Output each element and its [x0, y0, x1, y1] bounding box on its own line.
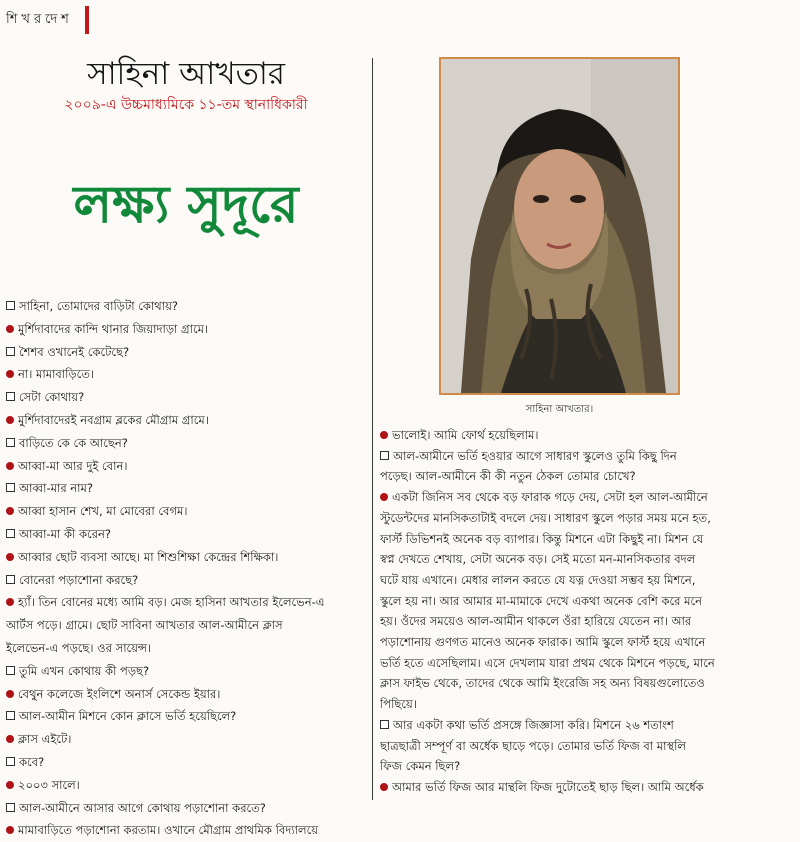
- answer-bullet-icon: [6, 416, 14, 424]
- line-text: হ্যাঁ। তিন বোনের মধ্যে আমি বড়। মেজ হাসিনা আখতার ইলেভেন-এ: [18, 595, 325, 610]
- line-text: মুর্শিদাবাদেরই নবগ্রাম ব্লকের মৌগ্রাম গ্রামে।: [18, 412, 209, 427]
- answer-bullet-icon: [6, 507, 14, 515]
- question-box-icon: [6, 529, 15, 538]
- question-box-icon: [6, 575, 15, 584]
- continuation-line: [380, 694, 794, 715]
- line-text: আব্বা-মার নাম?: [19, 481, 93, 496]
- line-text: পড়াশোনায় গুণগত মানেও অনেক ফারাক। আমি স্কুলে ফার্স্ট হয়ে এখানে: [380, 635, 706, 650]
- line-text: আব্বার ছোট ব্যবসা আছে। মা শিশুশিক্ষা কেন্দ্রের শিক্ষিকা।: [18, 549, 279, 564]
- interview-right-column: [380, 425, 794, 798]
- answer-bullet-icon: [6, 781, 14, 789]
- line-text: ফার্স্ট ডিভিশনই অনেক বড় ব্যাপার। কিন্তু মিশনে এটা কিছুই না। মিশন যে: [380, 531, 704, 546]
- question-box-icon: [6, 483, 15, 492]
- line-text: মামাবাড়িতে পড়াশোনা করতাম। ওখানে মৌগ্রাম প্রাথমিক বিদ্যালয়ে: [18, 823, 318, 838]
- answer-bullet-icon: [380, 783, 388, 791]
- answer-bullet-icon: [6, 690, 14, 698]
- answer-line: [6, 318, 368, 341]
- portrait-illustration: [441, 59, 678, 393]
- answer-line: [6, 409, 368, 432]
- question-line: [6, 705, 368, 728]
- question-box-icon: [380, 720, 389, 729]
- continuation-line: [6, 614, 368, 637]
- line-text: আল-আমীনে আসার আগে কোথায় পড়াশোনা করতে?: [19, 800, 266, 815]
- question-box-icon: [6, 711, 15, 720]
- line-text: পিছিয়ে।: [380, 697, 417, 712]
- question-box-icon: [6, 666, 15, 675]
- question-line: [6, 751, 368, 774]
- answer-bullet-icon: [380, 493, 388, 501]
- question-box-icon: [6, 757, 15, 766]
- column-divider: [372, 58, 373, 800]
- answer-line: [380, 777, 794, 798]
- question-box-icon: [380, 451, 389, 460]
- line-text: তুমি এখন কোথায় কী পড়ছ?: [19, 663, 150, 678]
- line-text: স্কুলে হয় না। আর আমার মা-মামাকে দেখে একথা অনেক বেশি করে মনে: [380, 593, 702, 608]
- question-line: [380, 446, 794, 467]
- answer-bullet-icon: [380, 431, 388, 439]
- question-line: [6, 569, 368, 592]
- continuation-line: [380, 756, 794, 777]
- question-line: [6, 660, 368, 683]
- line-text: মুর্শিদাবাদের কান্দি থানার জিয়াদাড়া গ্রামে।: [18, 321, 209, 336]
- answer-bullet-icon: [6, 370, 14, 378]
- section-name: শিখরদেশ: [6, 11, 73, 27]
- answer-bullet-icon: [6, 598, 14, 606]
- continuation-line: [380, 508, 794, 529]
- line-text: আব্বা-মা আর দুই বোন।: [18, 458, 128, 473]
- question-box-icon: [6, 438, 15, 447]
- answer-line: [6, 455, 368, 478]
- line-text: একটা জিনিস সব থেকে বড় ফারাক গড়ে দেয়, সেটা হল আল-আমীনে: [392, 490, 708, 505]
- line-text: আল-আমীন মিশনে কোন ক্লাসে ভর্তি হয়েছিলে?: [19, 709, 237, 724]
- line-text: ২০০৩ সালে।: [18, 777, 80, 792]
- line-text: আব্বা-মা কী করেন?: [19, 526, 111, 541]
- question-box-icon: [6, 803, 15, 812]
- answer-line: [6, 591, 368, 614]
- answer-bullet-icon: [6, 553, 14, 561]
- header-accent-bar: [85, 6, 89, 34]
- line-text: ভালোই। আমি ফোর্থ হয়েছিলাম।: [392, 428, 539, 442]
- line-text: আব্বা হাসান শেখ, মা মোবেরা বেগম।: [18, 504, 188, 519]
- question-line: [6, 295, 368, 318]
- line-text: পড়েছ। আল-আমীনে কী কী নতুন ঠেকল তোমার চোখে?: [380, 469, 636, 484]
- line-text: ছাত্রছাত্রী সম্পূর্ণ বা অর্ধেক ছাড়ে পড়ে। তোমার ভর্তি ফিজ বা মাস্থলি: [380, 738, 686, 753]
- continuation-line: [380, 611, 794, 632]
- line-text: বাড়িতে কে কে আছেন?: [19, 435, 128, 450]
- answer-line: [380, 487, 794, 508]
- continuation-line: [380, 466, 794, 487]
- photo-caption: সাহিনা আখতার।: [525, 404, 594, 415]
- answer-bullet-icon: [6, 735, 14, 743]
- answer-bullet-icon: [6, 462, 14, 470]
- continuation-line: [380, 673, 794, 694]
- portrait-photo: [439, 57, 680, 395]
- answer-line: [6, 546, 368, 569]
- line-text: সাহিনা, তোমাদের বাড়িটা কোথায়?: [19, 299, 178, 313]
- subtitle: ২০০৯-এ উচ্চমাধ্যমিকে ১১-তম স্থানাধিকারী: [64, 97, 308, 113]
- answer-line: [380, 425, 794, 446]
- headline: লক্ষ্য সুদূরে: [73, 175, 299, 235]
- question-line: [6, 341, 368, 364]
- continuation-line: [6, 637, 368, 660]
- line-text: না। মামাবাড়িতে।: [18, 367, 95, 382]
- line-text: শৈশব ওখানেই কেটেছে?: [19, 344, 130, 359]
- continuation-line: [380, 736, 794, 757]
- answer-line: [6, 728, 368, 751]
- continuation-line: [380, 549, 794, 570]
- line-text: স্টুডেন্টদের মানসিকতাটাই বদলে দেয়। সাধারণ স্কুলে পড়ার সময় মনে হত,: [380, 510, 711, 525]
- continuation-line: [380, 570, 794, 591]
- answer-bullet-icon: [6, 325, 14, 333]
- line-text: সেটা কোথায়?: [19, 390, 85, 405]
- line-text: হয়। ওঁদের সময়েও আল-আমীন থাকলে ওঁরা হারিয়ে যেতেন না। আর: [380, 614, 692, 629]
- continuation-line: [380, 632, 794, 653]
- line-text: কবে?: [19, 754, 45, 769]
- line-text: বোনেরা পড়াশোনা করছে?: [19, 572, 139, 587]
- question-box-icon: [6, 392, 15, 401]
- line-text: ঘটে যায় এখানে। মেধার লালন করতে যে যত্ন দেওয়া সম্ভব হয় মিশনে,: [380, 572, 696, 587]
- line-text: আর একটা কথা ভর্তি প্রসঙ্গে জিজ্ঞাসা করি। মিশনে ২৬ শতাংশ: [393, 717, 674, 732]
- question-line: [6, 432, 368, 455]
- question-box-icon: [6, 347, 15, 356]
- line-text: ফিজ কেমন ছিল?: [380, 759, 461, 774]
- question-line: [6, 523, 368, 546]
- line-text: আল-আমীনে ভর্তি হওয়ার আগে সাধারণ স্কুলেও তুমি কিছু দিন: [393, 448, 677, 463]
- question-box-icon: [6, 301, 15, 310]
- continuation-line: [380, 529, 794, 550]
- title-block: [0, 54, 372, 116]
- answer-line: [6, 774, 368, 797]
- continuation-line: [380, 591, 794, 612]
- line-text: স্বপ্ন দেখতে শেখায়, সেটা অনেক বড়। সেই মতো মন-মানসিকতার বদল: [380, 552, 696, 567]
- question-line: [6, 386, 368, 409]
- line-text: ক্লাস ফাইভ থেকে, তাদের থেকে আমি ইংরেজি সহ অন্য বিষয়গুলোতেও: [380, 676, 705, 691]
- question-line: [380, 715, 794, 736]
- line-text: ইলেভেন-এ পড়ছে। ওর সায়েন্স।: [6, 640, 152, 655]
- running-header: [6, 8, 89, 32]
- line-text: বেথুন কলেজে ইংলিশে অনার্স সেকেন্ড ইয়ার।: [18, 686, 221, 701]
- interviewee-name: সাহিনা আখতার: [87, 56, 285, 92]
- line-text: ভর্তি হতে এসেছিলাম। এসে দেখলাম যারা প্রথম থেকে মিশনে পড়ছে, মানে: [380, 655, 715, 670]
- answer-line: [6, 363, 368, 386]
- answer-line: [6, 819, 368, 842]
- continuation-line: [380, 653, 794, 674]
- line-text: ক্লাস এইটে।: [18, 732, 72, 747]
- answer-line: [6, 500, 368, 523]
- answer-line: [6, 683, 368, 706]
- line-text: আমার ভর্তি ফিজ আর মান্থলি ফিজ দুটোতেই ছাড় ছিল। আমি অর্ধেক: [392, 779, 704, 794]
- question-line: [6, 477, 368, 500]
- interview-left-column: [6, 295, 368, 842]
- line-text: আর্টস পড়ে। গ্রামে। ছোট সাবিনা আখতার আল-আমীনে ক্লাস: [6, 618, 283, 633]
- answer-bullet-icon: [6, 826, 14, 834]
